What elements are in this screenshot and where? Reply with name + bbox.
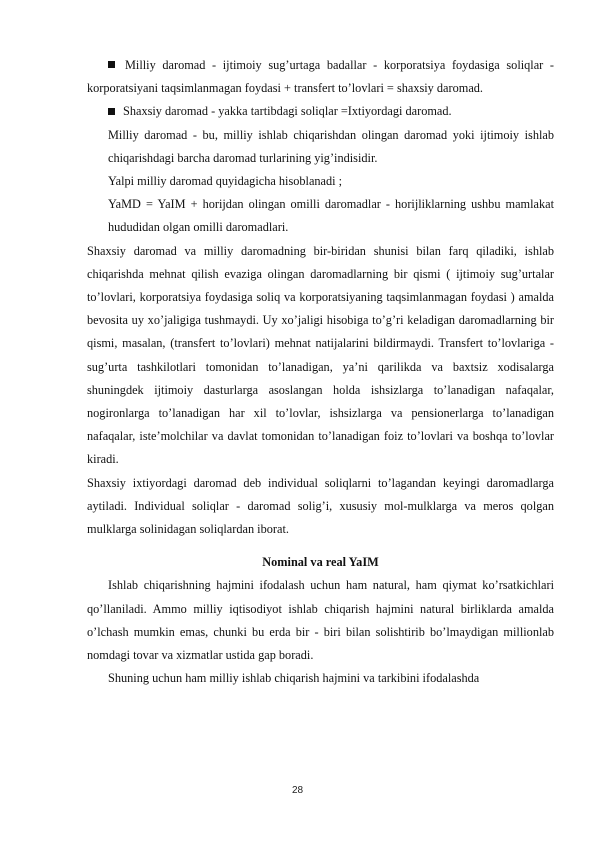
disposable-income-paragraph: Shaxsiy ixtiyordagi daromad deb individual soliqlarni to’lagandan keyingi daromadlarga aytiladi. Individual soliqlar - daromad solig’i, xususiy mol-mulklarga va meros qolgan mulklarga solinidagan soliqlardan iborat. (87, 475, 554, 537)
bullet-item-2 (87, 100, 554, 123)
page-number: 28 (291, 785, 304, 796)
section-paragraph-1: Ishlab chiqarishning hajmini ifodalash uchun ham natural, ham qiymat ko’rsatkichlari qo’llaniladi. Ammo milliy iqtisodiyot ishlab chiqarish hajmini natural birliklarda amalda o’lchash mumkin emas, chunki bu erda bir - biri bilan solishtirib bo’lmaydigan millionlab nomdagi tovar va xizmatlar ustida gap boradi. (87, 578, 554, 663)
section-paragraph-2: Shuning uchun ham milliy ishlab chiqarish hajmini va tarkibini ifodalashda (108, 671, 480, 686)
square-bullet-icon (108, 108, 115, 115)
bullet-item-1-text: Milliy daromad - ijtimoiy sug’urtaga badallar - korporatsiya foydasiga soliqlar - korporatsiyani taqsimlanmagan foydasi + transfert to’lovlari = shaxsiy daromad. (87, 58, 554, 96)
document-page (87, 54, 554, 690)
national-income-definition: Milliy daromad - bu, milliy ishlab chiqarishdan olingan daromad yoki ijtimoiy ishlab chiqarishdagi barcha daromad turlarining yig’indisidir. (108, 127, 554, 165)
gnp-intro: Yalpi milliy daromad quyidagicha hisoblanadi ; (108, 174, 343, 189)
gnp-formula: YaMD = YaIM + horijdan olingan omilli daromadlar - horijliklarning ushbu mamlakat hududidan olgan omilli daromadlari. (108, 197, 554, 235)
personal-vs-national-paragraph: Shaxsiy daromad va milliy daromadning bir-biridan shunisi bilan farq qiladiki, ishlab chiqarishda mehnat qilish evaziga olingan daromadlarning bir qismi ( ijtimoiy sug’urtalar to’lovlari, korporatsiya foydasiga soliq va korporatsiyaning taqsimlanmagan foydasi ) amalda bevosita uy xo’jaligiga tushmaydi. Uy xo’jaligi hisobiga to’g’ri keladigan daromadlarning bir qismi, masalan, (transfert to’lovlari) mehnat natijalarini bildirmaydi. Transfert to’lovlariga - sug’urta tashkilotlari tomonidan to’lanadigan, ya’ni qarilikda va baxtsiz xodisalarga shuningdek ijtimoiy dasturlarga asoslangan holda ishsizlarga to’lanadigan nafaqalar, nogironlarga to’lanadigan har xil to’lovlar, ishsizlarga va pensionerlarga to’lanadigan nafaqalar, iste’molchilar va davlat tomonidan to’lanadigan foiz to’lovlari va boshqa to’lovlar kiradi. (87, 243, 554, 467)
section-heading: Nominal va real YaIM (262, 555, 379, 570)
bullet-item-1 (87, 54, 554, 100)
square-bullet-icon (108, 61, 115, 68)
bullet-item-2-text: Shaxsiy daromad - yakka tartibdagi soliqlar =Ixtiyordagi daromad. (123, 104, 452, 119)
